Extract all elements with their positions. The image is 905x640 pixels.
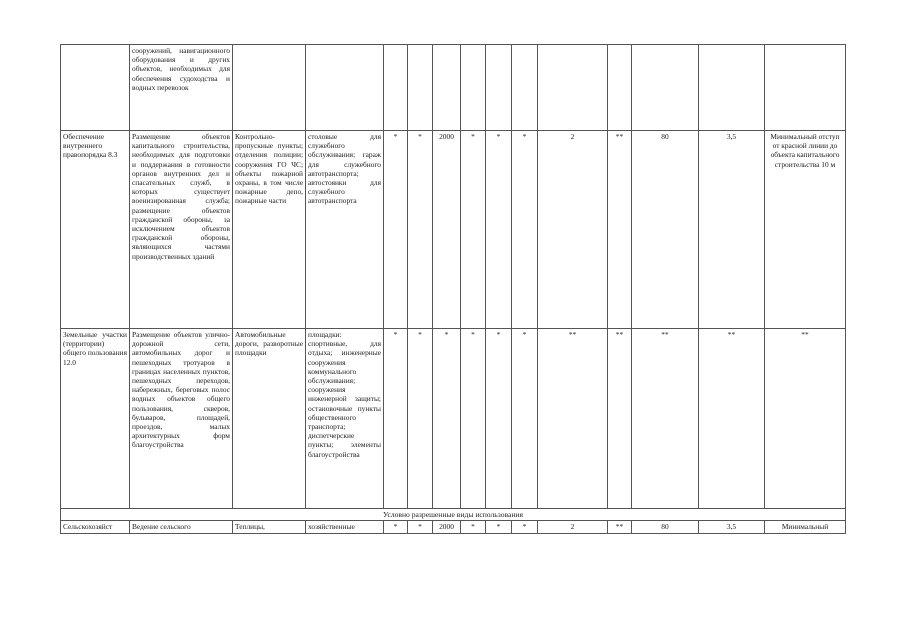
cell-param: 3,5 (699, 521, 765, 534)
cell-param (699, 45, 765, 131)
cell-param: ** (538, 329, 608, 509)
cell-param: * (408, 131, 433, 329)
cell-auxiliary-objects (306, 45, 384, 131)
cell-param (461, 45, 486, 131)
cell-param: * (384, 131, 408, 329)
cell-param: * (433, 329, 461, 509)
cell-param (512, 45, 538, 131)
cell-param: 2000 (433, 131, 461, 329)
cell-param: ** (632, 329, 699, 509)
cell-note: Минимальный отступ от красной линии до объекта капитального строительства 10 м (765, 131, 846, 329)
cell-param (433, 45, 461, 131)
cell-main-objects: Автомобильные дороги, разворотные площадки (233, 329, 306, 509)
cell-param: * (384, 329, 408, 509)
cell-code: Обеспечение внутреннего правопорядка 8.3 (61, 131, 130, 329)
cell-permitted-types: сооружений, навигационного оборудования и других объектов, необходимых для обеспечения судоходства и водных перевозок (130, 45, 233, 131)
cell-param (384, 45, 408, 131)
cell-param: * (408, 329, 433, 509)
cell-auxiliary-objects: хозяйственные (306, 521, 384, 534)
section-header: Условно разрешенные виды использования (61, 509, 846, 521)
table-row (61, 521, 846, 534)
cell-param: * (461, 131, 486, 329)
cell-param: ** (699, 329, 765, 509)
section-header-row (61, 509, 846, 521)
cell-note: ** (765, 329, 846, 509)
cell-permitted-types: Ведение сельского (130, 521, 233, 534)
cell-param: * (512, 521, 538, 534)
cell-param: 2000 (433, 521, 461, 534)
cell-note (765, 45, 846, 131)
cell-param: ** (608, 521, 632, 534)
cell-param: * (408, 521, 433, 534)
cell-param: 2 (538, 131, 608, 329)
cell-param: 3,5 (699, 131, 765, 329)
cell-main-objects: Теплицы, (233, 521, 306, 534)
cell-param (408, 45, 433, 131)
cell-note: Минимальный (765, 521, 846, 534)
cell-permitted-types: Размещение объектов улично-дорожной сети, автомобильных дорог и пешеходных тротуаров в границах населенных пунктов, пешеходных переходов, набережных, береговых полос водных объектов общего пользования, скверов, бульваров, площадей, проездов, малых архитектурных форм благоустройства (130, 329, 233, 509)
cell-code (61, 45, 130, 131)
cell-code: Сельскохозяйст (61, 521, 130, 534)
cell-param: * (512, 329, 538, 509)
cell-param: * (486, 521, 512, 534)
cell-param: ** (608, 131, 632, 329)
cell-param: * (461, 329, 486, 509)
cell-auxiliary-objects: площадки: спортивные, для отдыха; инженерные сооружения коммунального обслуживания; сооружения инженерной защиты; остановочные пункты общественного транспорта; диспетчерские пункты; элементы благоустройства (306, 329, 384, 509)
cell-param: * (512, 131, 538, 329)
cell-param: ** (608, 329, 632, 509)
cell-param (538, 45, 608, 131)
table-row (61, 45, 846, 131)
land-use-regulations-table (60, 44, 846, 534)
cell-param: * (461, 521, 486, 534)
cell-param: * (486, 329, 512, 509)
cell-permitted-types: Размещение объектов капитального строительства, необходимых для подготовки и поддержания в готовности органов внутренних дел и спасательных служб, в которых существует военизированная служба; размещение объектов гражданской обороны, за исключением объектов гражданской обороны, являющихся частями производственных зданий (130, 131, 233, 329)
cell-main-objects (233, 45, 306, 131)
cell-param: 2 (538, 521, 608, 534)
cell-param (632, 45, 699, 131)
cell-param (486, 45, 512, 131)
cell-param: * (486, 131, 512, 329)
cell-param: * (384, 521, 408, 534)
cell-param: 80 (632, 521, 699, 534)
cell-code: Земельные участки (территории) общего пользования 12.0 (61, 329, 130, 509)
table-row (61, 131, 846, 329)
cell-param (608, 45, 632, 131)
cell-main-objects: Контрольно-пропускные пункты; отделения полиции; сооружения ГО ЧС; объекты пожарной охраны, в том числе пожарные депо, пожарные части (233, 131, 306, 329)
cell-param: 80 (632, 131, 699, 329)
cell-auxiliary-objects: столовые для служебного обслуживания; гараж для служебного автотранспорта; автостоянки для служебного автотранспорта (306, 131, 384, 329)
table-row (61, 329, 846, 509)
